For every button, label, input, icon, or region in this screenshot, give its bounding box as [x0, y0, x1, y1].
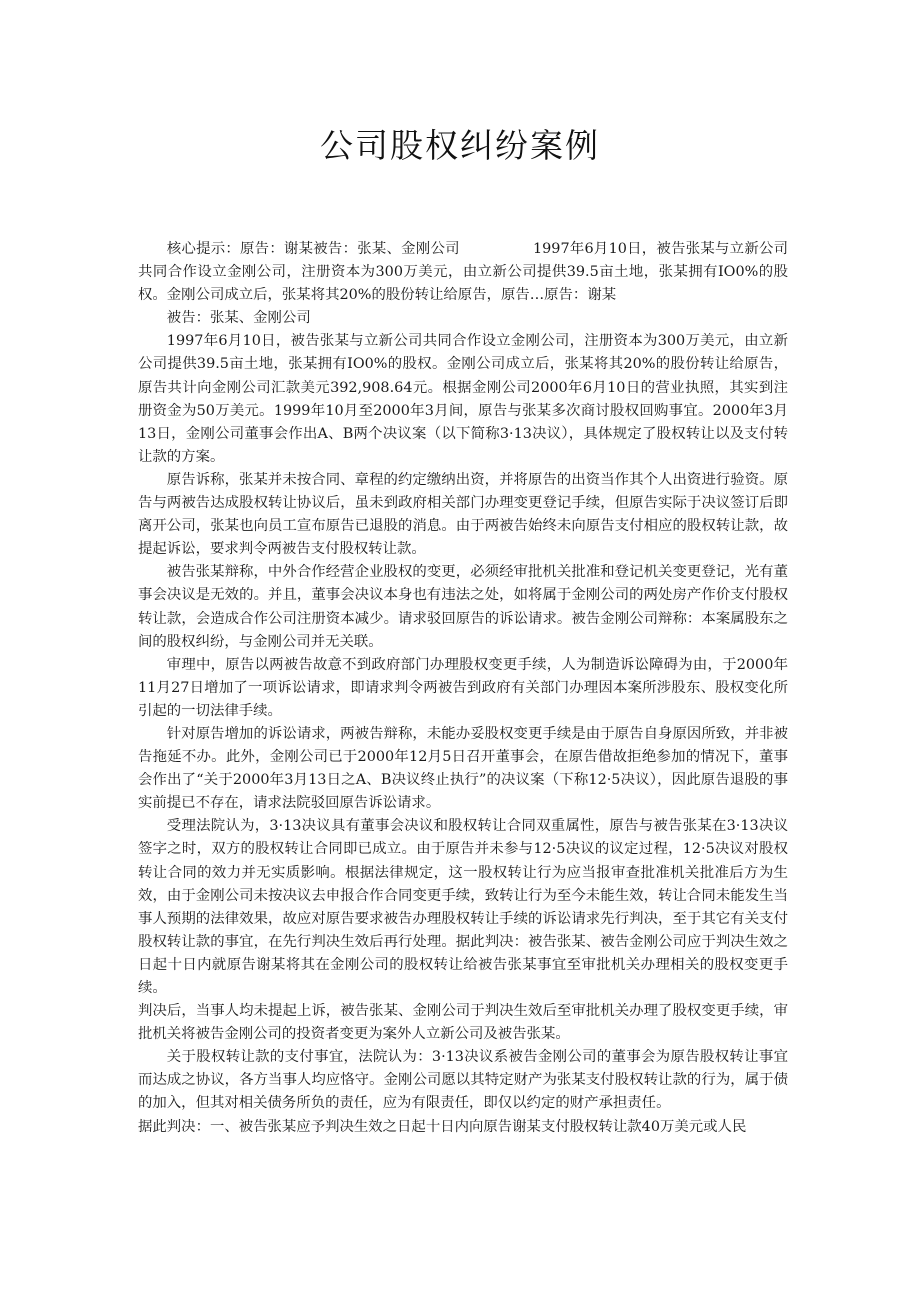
paragraph: 针对原告增加的诉讼请求，两被告辩称，未能办妥股权变更手续是由于原告自身原因所致，并非被告拖延不办。此外，金刚公司已于2000年12月5日召开董事会，在原告借故拒绝参加的情况下，董事会作出了“关于2000年3月13日之A、B决议终止执行”的决议案（下称12·5决议），因此原告退股的事实前提已不存在，请求法院驳回原告诉讼请求。	[138, 725, 788, 812]
paragraph: 核心提示：原告：谢某被告：张某、金刚公司 1997年6月10日，被告张某与立新公司共同合作设立金刚公司，注册资本为300万美元，由立新公司提供39.5亩土地，张某拥有IO0%的股权。金刚公司成立后，张某将其20%的股份转让给原告，原告…原告：谢某	[138, 241, 788, 304]
paragraph: 1997年6月10日，被告张某与立新公司共同合作设立金刚公司，注册资本为300万美元，由立新公司提供39.5亩土地，张某拥有IO0%的股权。金刚公司成立后，张某将其20%的股份转让给原告，原告共计向金刚公司汇款美元392,908.64元。根据金刚公司2000年6月10日的营业执照，其实到注册资金为50万美元。1999年10月至2000年3月间，原告与张某多次商讨股权回购事宜。2000年3月13日，金刚公司董事会作出A、B两个决议案（以下简称3·13决议），具体规定了股权转让以及支付转让款的方案。	[138, 333, 788, 465]
paragraph: 被告：张某、金刚公司	[166, 310, 311, 327]
paragraph: 审理中，原告以两被告故意不到政府部门办理股权变更手续，人为制造诉讼障碍为由，于2000年11月27日增加了一项诉讼请求，即请求判令两被告到政府有关部门办理因本案所涉股东、股权变化所引起的一切法律手续。	[138, 656, 788, 719]
paragraph: 判决后，当事人均未提起上诉，被告张某、金刚公司于判决生效后至审批机关办理了股权变更手续，审批机关将被告金刚公司的投资者变更为案外人立新公司及被告张某。	[138, 1003, 788, 1043]
paragraph: 被告张某辩称，中外合作经营企业股权的变更，必须经审批机关批准和登记机关变更登记，光有董事会决议是无效的。并且，董事会决议本身也有违法之处，如将属于金刚公司的两处房产作价支付股权转让款，会造成合作公司注册资本减少。请求驳回原告的诉讼请求。被告金刚公司辩称：本案属股东之间的股权纠纷，与金刚公司并无关联。	[138, 564, 788, 650]
paragraph: 原告诉称，张某并未按合同、章程的约定缴纳出资，并将原告的出资当作其个人出资进行验资。原告与两被告达成股权转让协议后，虽未到政府相关部门办理变更登记手续，但原告实际于决议签订后即离开公司，张某也向员工宣布原告已退股的消息。由于两被告始终未向原告支付相应的股权转让款，故提起诉讼，要求判令两被告支付股权转让款。	[138, 471, 788, 558]
document-title: 公司股权纠纷案例	[320, 126, 600, 165]
paragraph: 受理法院认为，3·13决议具有董事会决议和股权转让合同双重属性，原告与被告张某在3·13决议签字之时，双方的股权转让合同即已成立。由于原告并未参与12·5决议的议定过程，12·5决议对股权转让合同的效力并无实质影响。根据法律规定，这一股权转让行为应当报审查批准机关批准后方为生效，由于金刚公司未按决议去申报合作合同变更手续，致转让行为至今未能生效，转让合同未能发生当事人预期的法律效果，故应对原告要求被告办理股权转让手续的诉讼请求先行判决，至于其它有关支付股权转让款的事宜，在先行判决生效后再行处理。据此判决：被告张某、被告金刚公司应于判决生效之日起十日内就原告谢某将其在金刚公司的股权转让给被告张某事宜至审批机关办理相关的股权变更手续。	[138, 818, 788, 996]
paragraph: 关于股权转让款的支付事宜，法院认为：3·13决议系被告金刚公司的董事会为原告股权转让事宜而达成之协议，各方当事人均应恪守。金刚公司愿以其特定财产为张某支付股权转让款的行为，属于债的加入，但其对相关债务所负的责任，应为有限责任，即仅以约定的财产承担责任。	[138, 1049, 788, 1112]
paragraph: 据此判决：一、被告张某应予判决生效之日起十日内向原告谢某支付股权转让款40万美元或人民	[138, 1118, 747, 1135]
document-body	[138, 238, 788, 1139]
